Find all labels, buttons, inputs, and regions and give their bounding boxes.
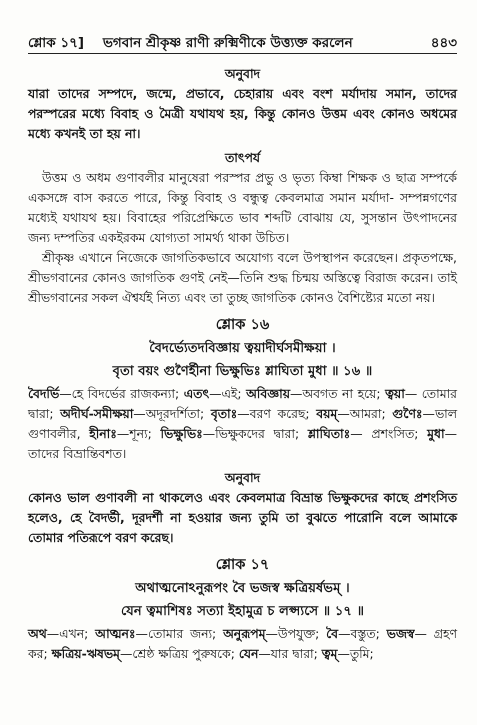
page-body [28,64,457,664]
purport-paragraph [28,168,457,248]
sloka-title: শ্লোক ১৬ [215,317,270,333]
text-line: সুসন্তান উৎপাদনের জন্য দম্পতির একইরকম যোগ্যতা সামর্থ্য থাকা উচিত। [28,210,457,245]
synonym-term: ভিক্ষুভিঃ [160,426,203,441]
synonym-term: ক্ষত্রিয়-ঋষভম্ [51,646,120,661]
synonym-meaning: প্রশংসিত; [371,426,428,441]
synonym-term: শ্লাঘিতাঃ [307,426,351,441]
text-line: পরস্পরের মধ্যে বিবাহ ও মৈত্রী যথাযথ হয়, কিন্তু কোনও উত্তম এবং কোনও [28,106,415,121]
synonym-term: বয়ম্ [316,406,338,421]
synonym-meaning: —এই; [209,386,247,401]
translation-paragraph [28,84,457,144]
header-chapter-title: ভগবান শ্রীকৃষ্ণ রাণী রুক্মিণীকে উত্ত্যক্ত করলেন [102,35,353,51]
synonym-meaning: — [414,626,427,641]
synonym-meaning: —তাদের বিভ্রান্তিবশত। [28,426,457,461]
text-line: যারা তাদের সম্পদে, জন্মে, প্রভাবে, চেহারায় এবং বংশ মর্যাদায় সমান, তাদের [28,86,457,101]
synonym-meaning: —বস্তুত; [338,626,387,641]
synonyms-paragraph [28,384,457,464]
synonym-term: অদীর্ঘ-সমীক্ষয়া [60,406,134,421]
text-line: কোনও বৈশিষ্ট্যের মতো নয়। [299,290,435,305]
synonym-meaning: —অবগত না হয়ে; [290,386,386,401]
header-verse-ref: শ্লোক ১৭] [28,35,85,51]
synonym-meaning: —উপযুক্ত; [265,626,327,641]
synonym-term: বৈদর্ভি [28,386,60,401]
synonyms-paragraph [28,624,457,664]
section-heading: তাৎপর্য [224,150,261,165]
synonym-meaning: —বরণ করেছ; [237,406,317,421]
synonym-meaning: —ভিক্ষুকদের দ্বারা; [202,426,308,441]
synonym-meaning: —হে বিদর্ভের রাজকন্যা; [59,386,184,401]
header-rule [28,53,457,54]
text-line: শ্রীকৃষ্ণ এখানে নিজেকে জাগতিকভাবে অযোগ্য বলে উপস্থাপন করেছেন। [42,250,398,265]
verse-block [28,578,457,623]
synonym-meaning: —তোমার জন্য; [135,626,224,641]
synonym-meaning: গ্রহণ কর; [28,626,457,661]
text-line: উত্তম ও অধম গুণাবলীর মানুষেরা পরস্পর প্রভু ও ভৃত্য কিম্বা শিক্ষক ও ছাত্র [42,170,416,185]
sloka-title: শ্লোক ১৭ [215,557,270,573]
section-heading: অনুবাদ [224,470,261,485]
translation-paragraph [28,488,457,548]
text-line: কোনও ভাল গুণাবলী না থাকলেও এবং কেবলমাত্র বিভ্রান্ত ভিক্ষুকদের কাছে [28,490,409,505]
synonym-term: যেন [238,646,259,661]
synonym-meaning: — [350,426,363,441]
verse-line: অথাত্মনোঽনুরূপং বৈ ভজস্ব ক্ষত্রিয়র্ষভম্ । [135,581,350,596]
verse-line: যেন ত্বমাশিষঃ সত্যা ইহামুত্র চ লপ্স্যসে ॥ ১৭ ॥ [120,604,365,619]
page-header [28,32,457,52]
synonym-meaning: —শূন্য; [116,426,161,441]
synonym-meaning: —ভাল গুণাবলীর, [28,406,457,441]
synonym-term: আত্মনঃ [95,626,136,641]
synonym-term: বৈ [326,626,339,641]
text-line: সম্পর্কে একসঙ্গে বাস করতে পারে, কিন্তু বিবাহ ও বন্ধুত্ব কেবলমাত্র সমান মর্যাদা- [28,170,457,205]
section-heading: অনুবাদ [224,66,261,81]
synonym-term: গুণৈঃ [392,406,423,421]
synonym-term: এতৎ [183,386,210,401]
page-number: ৪৪৩ [430,35,457,51]
synonym-meaning: —যার দ্বারা; [258,646,322,661]
verse-block [28,338,457,383]
text-line: অধমের মধ্যে কখনই তা হয় না। [28,106,457,141]
synonym-term: বৃতাঃ [210,406,238,421]
synonym-meaning: তোমার দ্বারা; [28,386,457,421]
synonym-meaning: —অদূরদর্শিতা; [133,406,211,421]
synonym-meaning: —এখন; [46,626,96,641]
synonym-meaning: —শ্রেষ্ঠ ক্ষত্রিয় পুরুষকে; [119,646,239,661]
purport-paragraph [28,248,457,308]
synonym-term: মুধা [427,426,445,441]
synonym-term: ত্বয়া [385,386,405,401]
synonym-meaning: —আমরা; [337,406,386,421]
synonym-term: ভজস্ব [386,626,415,641]
verse-line: বৃতা বয়ং গুণৈর্হীনা ভিক্ষুভিঃ শ্লাঘিতা মুধা ॥ ১৬ ॥ [112,364,373,379]
synonym-term: অনুরূপম্ [223,626,266,641]
text-line: প্রশংসিত হলেও, হে বৈদর্ভী, দূরদর্শী না হওয়ার জন্য তুমি তা বুঝতে পারোনি [28,490,457,525]
text-line: সম্পন্নগণের মধ্যেই যথাযথ হয়। বিবাহের পরিপ্রেক্ষিতে ভাব শব্দটি বোঝায় যে, [28,190,457,225]
synonym-term: হীনাঃ [89,426,117,441]
synonym-term: অবিজ্ঞায় [246,386,291,401]
synonym-meaning: —তুমি; [337,646,374,661]
synonym-term: ত্বম্ [321,646,338,661]
text-line: প্রকৃতপক্ষে, শ্রীভগবানের কোনও জাগতিক গুণই নেই—তিনি শুদ্ধ চিন্ময় অস্তিত্বে [28,250,457,285]
verse-line: বৈদর্ভ্যেতদবিজ্ঞায় ত্বয়াদীর্ঘসমীক্ষয়া । [149,341,336,356]
text-line: বিরাজ করেন। তাই শ্রীভগবানের সকল ঐশ্বর্যই নিত্য এবং তা তুচ্ছ জাগতিক [28,270,458,305]
synonym-meaning: — [404,386,418,401]
text-line: বলে আমাকে তোমার পতিরূপে বরণ করেছ। [28,510,457,545]
synonym-term: অথ [28,626,47,641]
